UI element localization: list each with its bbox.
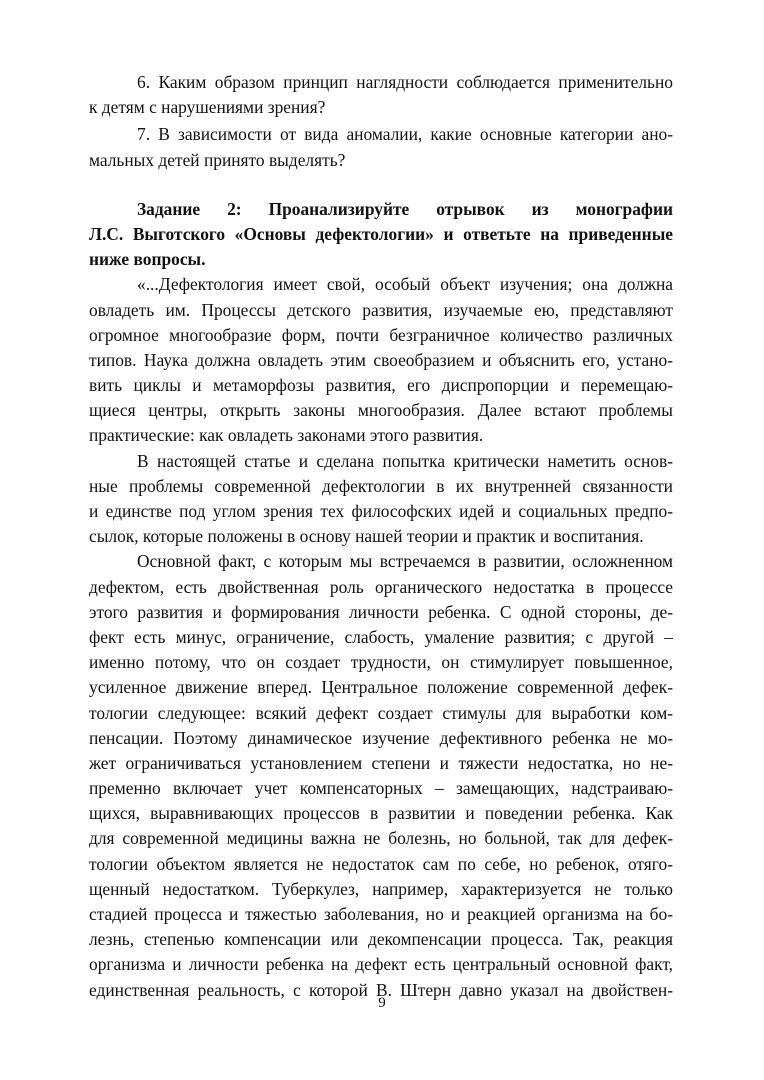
paragraph-1-line: «...Дефектология имеет свой, особый объект изучения; она должна	[137, 274, 673, 295]
question-6-line-2: к детям с нарушениями зрения?	[89, 97, 326, 118]
paragraph-1-line: овладеть им. Процессы детского развития, изучаемые ею, представляют	[89, 299, 673, 320]
paragraph-3-line: жет ограничиваться установлением степени и тяжести недостатка, но не-	[89, 752, 673, 773]
paragraph-3-line: для современной медицины важна не болезнь, но больной, так для дефек-	[89, 828, 673, 849]
paragraph-1-line: вить циклы и метаморфозы развития, его диспропорции и перемещаю-	[89, 375, 673, 396]
paragraph-2-line: ные проблемы современной дефектологии в их внутренней связанности	[89, 475, 673, 496]
question-7-line-1: 7. В зависимости от вида аномалии, какие основные категории ано-	[137, 124, 673, 145]
paragraph-1-line: типов. Наука должна овладеть этим своеобразием и объяснить его, устано-	[89, 349, 673, 370]
paragraph-3-line: пенсации. Поэтому динамическое изучение дефективного ребенка не мо-	[89, 727, 673, 748]
page-body	[89, 70, 673, 1003]
question-7-line-2: мальных детей принято выделять?	[89, 149, 346, 170]
paragraph-3-line: именно потому, что он создает трудности, он стимулирует повышенное,	[89, 652, 673, 673]
paragraph-3-line: щенный недостатком. Туберкулез, например, характеризуется не только	[89, 878, 673, 899]
page-number: 9	[378, 995, 386, 1011]
paragraph-3-line: стадией процесса и тяжестью заболевания, но и реакцией организма на бо-	[89, 904, 673, 924]
paragraph-3-line: пременно включает учет компенсаторных – замещающих, надстраиваю-	[89, 778, 673, 799]
paragraph-1-line: огромное многообразие форм, почти безграничное количество различных	[89, 324, 673, 345]
paragraph-3-line: лезнь, степенью компенсации или декомпенсации процесса. Так, реакция	[89, 929, 673, 950]
paragraph-2-line: сылок, которые положены в основу нашей теории и практик и воспитания.	[89, 526, 644, 547]
paragraph-2-line: и единстве под углом зрения тех философских идей и социальных предпо-	[89, 501, 673, 521]
paragraph-1-line: практические: как овладеть законами этого развития.	[89, 425, 484, 446]
paragraph-3-line: усиленное движение вперед. Центральное положение современной дефек-	[89, 677, 673, 698]
paragraph-3-line: Основной факт, с которым мы встречаемся в развитии, осложненном	[137, 551, 673, 572]
task-heading-line-2: Л.С. Выготского «Основы дефектологии» и ответьте на приведенные	[89, 223, 673, 244]
paragraph-3-line: тологии объектом является не недостаток сам по себе, но ребенок, отяго-	[89, 853, 673, 874]
task-heading-line-1: Задание 2: Проанализируйте отрывок из монографии	[137, 198, 673, 219]
task-heading-line-3: ниже вопросы.	[89, 249, 206, 270]
question-6-line-1: 6. Каким образом принцип наглядности соблюдается применительно	[137, 72, 673, 92]
paragraph-2-line: В настоящей статье и сделана попытка критически наметить основ-	[137, 450, 673, 471]
paragraph-3-line: тологии следующее: всякий дефект создает стимулы для выработки ком-	[89, 702, 673, 723]
paragraph-3-line: этого развития и формирования личности ребенка. С одной стороны, де-	[89, 601, 673, 622]
paragraph-3-line: щихся, выравнивающих процессов в развитии и поведении ребенка. Как	[89, 803, 673, 824]
paragraph-3-line: дефектом, есть двойственная роль органического недостатка в процессе	[89, 576, 673, 597]
paragraph-1-line: щиеся центры, открыть законы многообразия. Далее встают проблемы	[89, 400, 673, 421]
paragraph-3-line: фект есть минус, ограничение, слабость, умаление развития; с другой –	[89, 626, 673, 647]
paragraph-3-line: организма и личности ребенка на дефект есть центральный основной факт,	[89, 954, 673, 975]
paragraph-3-line: единственная реальность, с которой В. Штерн давно указал на двойствен-	[89, 979, 673, 1000]
